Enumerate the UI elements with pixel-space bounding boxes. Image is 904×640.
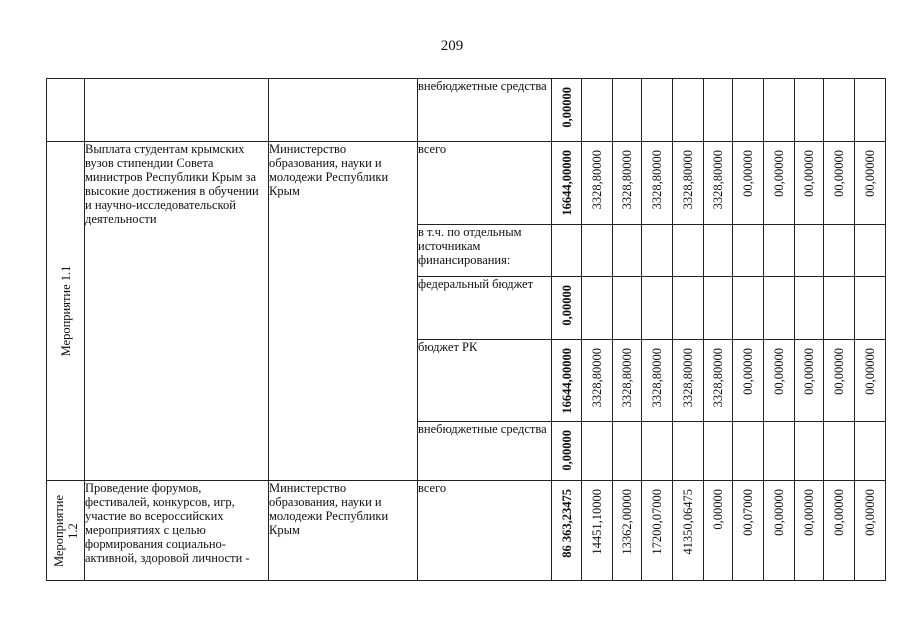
year-value: 00,00000 (802, 489, 816, 536)
year-cell (642, 79, 673, 142)
year-cell (795, 79, 824, 142)
year-cell (733, 277, 764, 340)
year-cell (824, 340, 855, 422)
source-label: внебюджетные средства (418, 79, 547, 93)
page-number: 209 (440, 38, 464, 54)
year-value: 00,00000 (772, 150, 786, 197)
year-value: 00,00000 (863, 150, 877, 197)
year-cell (613, 142, 642, 225)
measure-description (85, 142, 269, 481)
year-value: 3328,80000 (590, 348, 604, 408)
total-cell (552, 422, 582, 481)
year-value: 00,00000 (802, 150, 816, 197)
year-value: 00,00000 (772, 348, 786, 395)
year-cell (613, 225, 642, 277)
year-value: 00,07000 (741, 489, 755, 536)
year-cell (642, 340, 673, 422)
year-cell (824, 79, 855, 142)
year-cell (642, 481, 673, 581)
source-label: всего (418, 142, 447, 156)
year-cell (855, 142, 886, 225)
year-cell (824, 142, 855, 225)
total-value: 0,00000 (559, 430, 574, 471)
measure-executor (269, 142, 418, 481)
year-value: 00,00000 (802, 348, 816, 395)
year-value: 00,00000 (772, 489, 786, 536)
source-cell (418, 481, 552, 581)
year-cell (673, 142, 704, 225)
year-cell (673, 481, 704, 581)
year-cell (704, 277, 733, 340)
source-cell (418, 225, 552, 277)
description-text: Проведение форумов, фестивалей, конкурсов, игр, участие во всероссийских мероприятиях с целью формирования социально-активной, здоровой личности - (85, 481, 250, 565)
source-label: в т.ч. по отдельным источникам финансирования: (418, 225, 522, 267)
year-cell (704, 481, 733, 581)
year-value: 13362,00000 (620, 489, 634, 555)
year-cell (764, 79, 795, 142)
year-cell (733, 142, 764, 225)
year-cell (795, 277, 824, 340)
year-cell (824, 277, 855, 340)
year-cell (582, 340, 613, 422)
year-cell (764, 142, 795, 225)
year-cell (642, 142, 673, 225)
year-cell (733, 422, 764, 481)
year-value: 00,00000 (741, 348, 755, 395)
year-cell (795, 481, 824, 581)
label-cell (47, 79, 85, 142)
year-cell (855, 277, 886, 340)
executor-text: Министерство образования, науки и молодежи Республики Крым (269, 142, 389, 198)
measure-label: Мероприятие 1.1 (58, 265, 73, 357)
year-cell (582, 277, 613, 340)
year-cell (733, 340, 764, 422)
year-value: 0,00000 (711, 489, 725, 530)
year-value: 3328,80000 (650, 348, 664, 408)
measure-label-cell (47, 142, 85, 481)
year-cell (824, 422, 855, 481)
year-cell (642, 277, 673, 340)
source-cell (418, 277, 552, 340)
table-row (47, 79, 886, 142)
year-value: 41350,06475 (681, 489, 695, 555)
year-cell (582, 79, 613, 142)
description-cell (85, 79, 269, 142)
year-cell (764, 422, 795, 481)
year-cell (673, 277, 704, 340)
year-value: 3328,80000 (590, 150, 604, 210)
year-cell (764, 481, 795, 581)
year-value: 00,00000 (863, 348, 877, 395)
total-cell (552, 277, 582, 340)
executor-cell (269, 79, 418, 142)
year-cell (704, 225, 733, 277)
year-value: 17200,07000 (650, 489, 664, 555)
year-cell (733, 225, 764, 277)
year-cell (613, 79, 642, 142)
source-label: бюджет РК (418, 340, 478, 354)
year-cell (764, 225, 795, 277)
year-value: 3328,80000 (681, 150, 695, 210)
total-cell (552, 142, 582, 225)
source-cell (418, 340, 552, 422)
year-value: 00,00000 (832, 150, 846, 197)
source-cell (418, 79, 552, 142)
total-value: 86 363,23475 (559, 489, 574, 558)
year-cell (764, 277, 795, 340)
total-cell (552, 481, 582, 581)
year-cell (855, 481, 886, 581)
year-cell (613, 277, 642, 340)
year-cell (764, 340, 795, 422)
table-row (47, 481, 886, 581)
source-label: федеральный бюджет (418, 277, 534, 291)
year-cell (824, 225, 855, 277)
year-cell (582, 481, 613, 581)
measure-executor (269, 481, 418, 581)
year-cell (642, 422, 673, 481)
year-cell (613, 481, 642, 581)
year-cell (613, 340, 642, 422)
year-cell (824, 481, 855, 581)
table-body (47, 79, 886, 581)
year-cell (795, 422, 824, 481)
year-value: 3328,80000 (620, 150, 634, 210)
source-label: всего (418, 481, 447, 495)
year-cell (704, 79, 733, 142)
year-cell (704, 142, 733, 225)
total-value: 0,00000 (559, 87, 574, 128)
total-cell (552, 225, 582, 277)
year-cell (704, 422, 733, 481)
year-value: 00,00000 (863, 489, 877, 536)
total-value: 0,00000 (559, 285, 574, 326)
year-cell (673, 422, 704, 481)
total-cell (552, 340, 582, 422)
description-text: Выплата студентам крымских вузов стипендии Совета министров Республики Крым за высокие достижения в обучении и научно-исследовательской деятельности (85, 142, 259, 226)
year-value: 3328,80000 (711, 348, 725, 408)
year-cell (855, 79, 886, 142)
year-cell (673, 79, 704, 142)
year-cell (704, 340, 733, 422)
measure-label: Мероприятие 1.2 (51, 494, 80, 567)
year-value: 3328,80000 (711, 150, 725, 210)
total-value: 16644,00000 (559, 150, 574, 216)
budget-table (46, 78, 886, 581)
measure-description (85, 481, 269, 581)
year-cell (733, 79, 764, 142)
year-value: 00,00000 (832, 489, 846, 536)
year-cell (582, 142, 613, 225)
year-cell (855, 225, 886, 277)
year-value: 3328,80000 (620, 348, 634, 408)
year-cell (582, 422, 613, 481)
year-value: 3328,80000 (650, 150, 664, 210)
year-value: 00,00000 (741, 150, 755, 197)
year-cell (673, 225, 704, 277)
year-cell (613, 422, 642, 481)
total-value: 16644,00000 (559, 348, 574, 414)
year-cell (795, 142, 824, 225)
executor-text: Министерство образования, науки и молодежи Республики Крым (269, 481, 389, 537)
year-cell (733, 481, 764, 581)
total-cell (552, 79, 582, 142)
year-cell (795, 225, 824, 277)
year-cell (855, 422, 886, 481)
year-cell (582, 225, 613, 277)
year-value: 3328,80000 (681, 348, 695, 408)
year-value: 00,00000 (832, 348, 846, 395)
year-cell (673, 340, 704, 422)
source-cell (418, 142, 552, 225)
source-cell (418, 422, 552, 481)
year-cell (855, 340, 886, 422)
year-cell (795, 340, 824, 422)
year-value: 14451,10000 (590, 489, 604, 555)
table-row (47, 142, 886, 225)
source-label: внебюджетные средства (418, 422, 547, 436)
measure-label-cell (47, 481, 85, 581)
year-cell (642, 225, 673, 277)
